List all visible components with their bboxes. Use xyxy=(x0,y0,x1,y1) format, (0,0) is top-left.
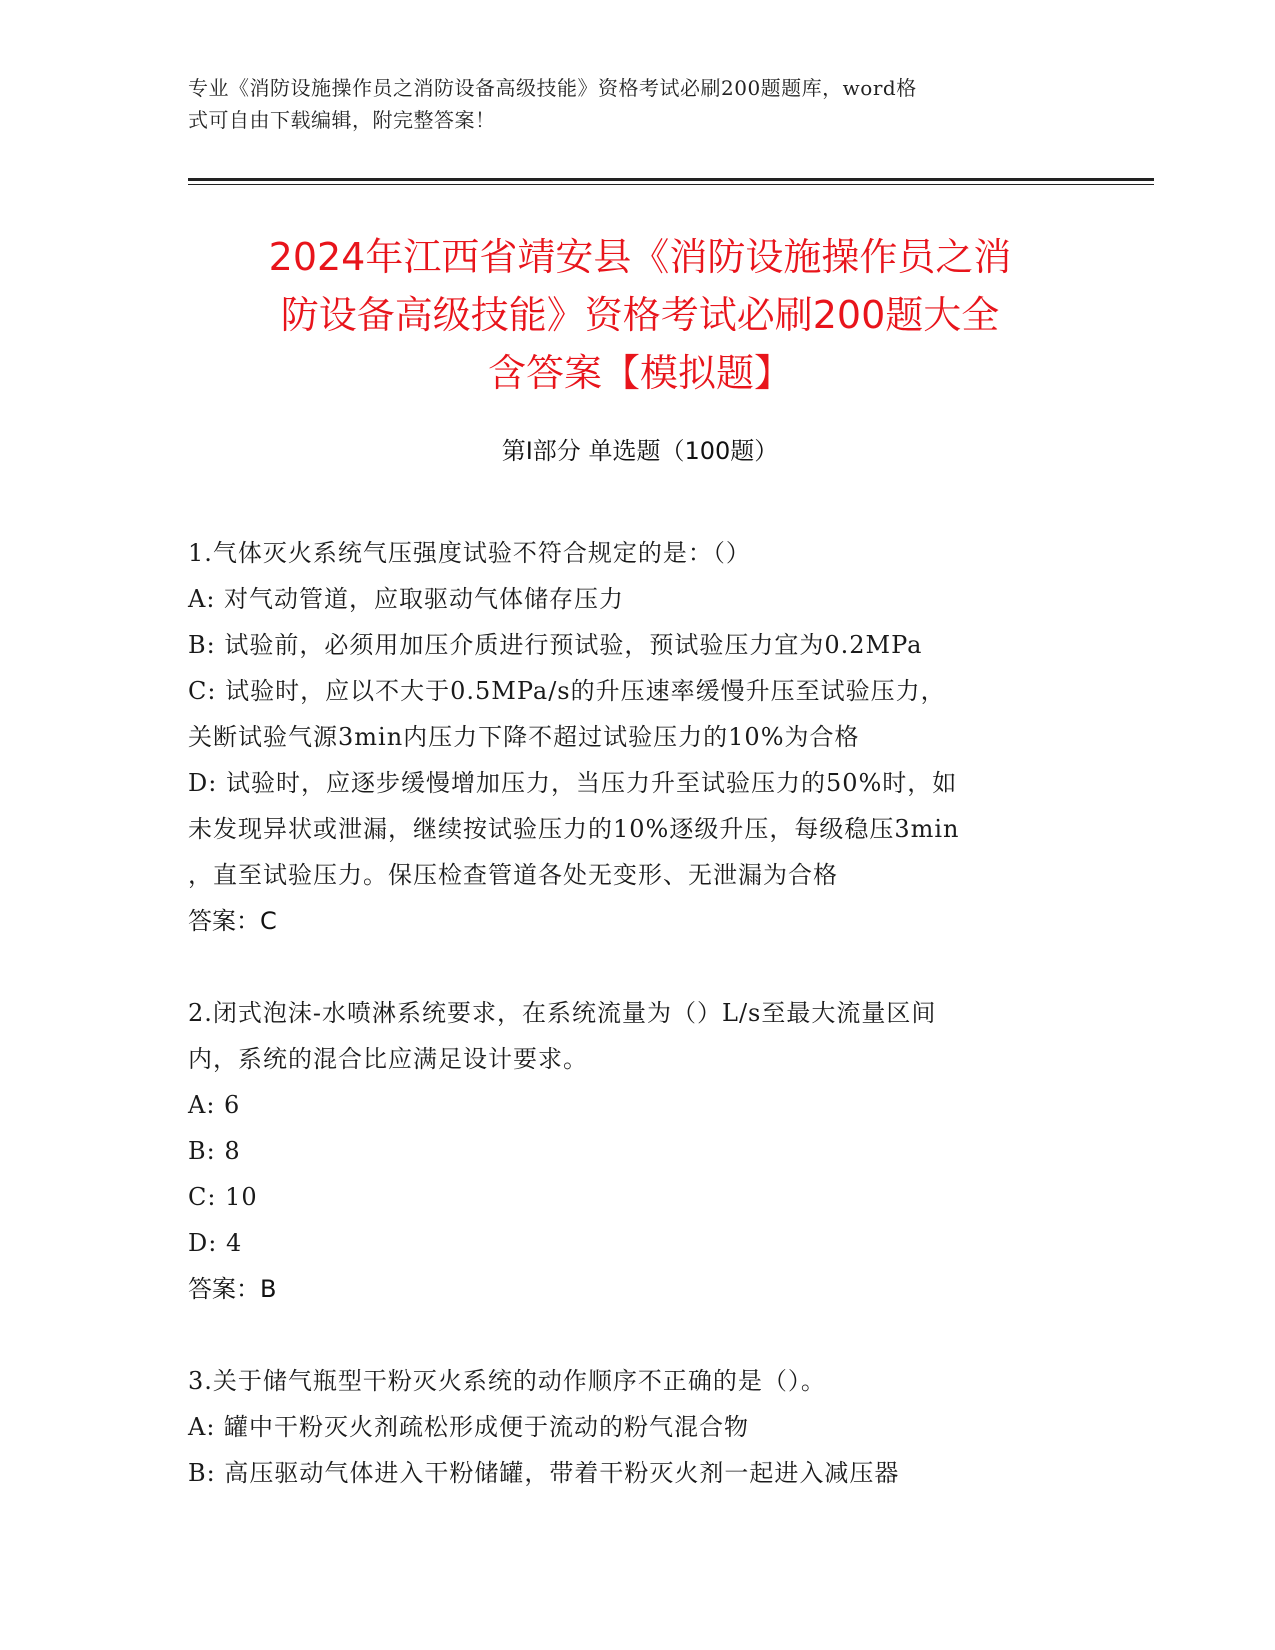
option-d: D: 试验时，应逐步缓慢增加压力，当压力升至试验压力的50%时，如 xyxy=(188,769,958,797)
question-list xyxy=(188,530,1068,1542)
title-line-3: 含答案【模拟题】 xyxy=(487,351,792,395)
option-c: C: 试验时，应以不大于0.5MPa/s的升压速率缓慢升压至试验压力， xyxy=(188,677,946,705)
document-title xyxy=(180,228,1100,402)
header-line-2: 式可自由下载编辑，附完整答案！ xyxy=(188,108,496,132)
answer-label: 答案：B xyxy=(188,1275,277,1303)
header-divider-thick xyxy=(188,178,1154,181)
option-c: C: 10 xyxy=(188,1183,258,1211)
option-d-continued: 未发现异状或泄漏，继续按试验压力的10%逐级升压，每级稳压3min xyxy=(188,815,960,843)
question-stem: 1.气体灭火系统气压强度试验不符合规定的是：（） xyxy=(188,539,751,567)
question-1 xyxy=(188,530,1068,944)
option-a: A: 罐中干粉灭火剂疏松形成便于流动的粉气混合物 xyxy=(188,1413,750,1441)
option-d-continued: ，直至试验压力。保压检查管道各处无变形、无泄漏为合格 xyxy=(188,861,838,889)
question-stem: 2.闭式泡沫-水喷淋系统要求，在系统流量为（）L/s至最大流量区间 xyxy=(188,999,937,1027)
header-divider-thin xyxy=(188,184,1154,185)
option-c-continued: 关断试验气源3min内压力下降不超过试验压力的10%为合格 xyxy=(188,723,860,751)
question-stem: 3.关于储气瓶型干粉灭火系统的动作顺序不正确的是（）。 xyxy=(188,1367,826,1395)
answer-label: 答案：C xyxy=(188,907,277,935)
header-line-1: 专业《消防设施操作员之消防设备高级技能》资格考试必刷200题题库，word格 xyxy=(188,76,917,100)
question-stem-continued: 内，系统的混合比应满足设计要求。 xyxy=(188,1045,588,1073)
option-a: A: 6 xyxy=(188,1091,241,1119)
question-2 xyxy=(188,990,1068,1312)
title-line-2: 防设备高级技能》资格考试必刷200题大全 xyxy=(280,293,1000,337)
question-3 xyxy=(188,1358,1068,1496)
title-line-1: 2024年江西省靖安县《消防设施操作员之消 xyxy=(268,235,1012,279)
option-b: B: 8 xyxy=(188,1137,241,1165)
document-header-note xyxy=(188,72,1068,136)
option-b: B: 高压驱动气体进入干粉储罐，带着干粉灭火剂一起进入减压器 xyxy=(188,1459,900,1487)
option-b: B: 试验前，必须用加压介质进行预试验，预试验压力宜为0.2MPa xyxy=(188,631,923,659)
section-heading: 第Ⅰ部分 单选题（100题） xyxy=(501,437,779,465)
option-d: D: 4 xyxy=(188,1229,243,1257)
option-a: A: 对气动管道，应取驱动气体储存压力 xyxy=(188,585,625,613)
